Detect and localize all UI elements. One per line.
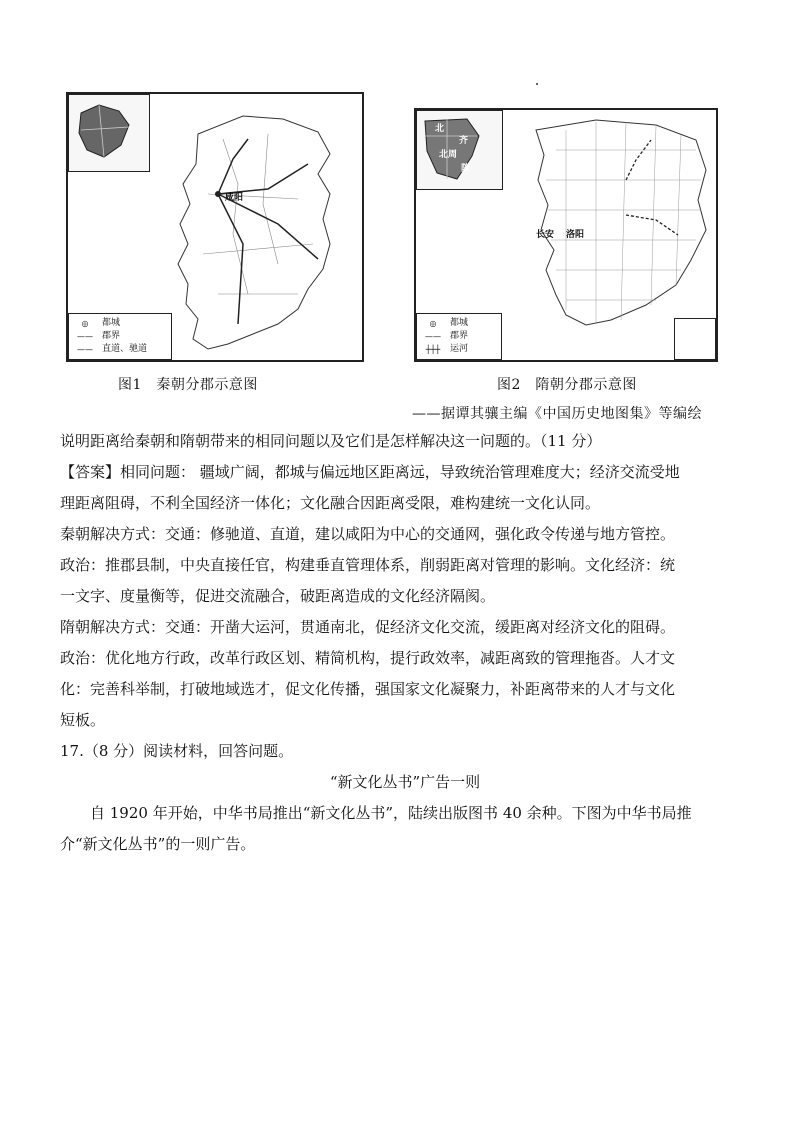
capital-dot-icon: ◎ — [81, 319, 89, 328]
qin-inset — [68, 94, 150, 172]
line-icon: —— — [77, 345, 93, 354]
qin-capital-label: 咸阳 — [225, 193, 244, 203]
text-line: 理距离阻碍，不利全国经济一体化；文化融合因距离受限，难构建统一文化认同。 — [60, 494, 601, 512]
qin-inset-map — [69, 95, 149, 171]
sui-island-inset — [674, 318, 716, 360]
text-line: 说明距离给秦朝和隋朝带来的相同问题以及它们是怎样解决这一问题的。（11 分） — [60, 432, 602, 450]
legend-row — [422, 317, 496, 330]
text-line: 化：完善科举制，打破地域选才，促文化传播，强国家文化凝聚力，补距离带来的人才与文化 — [60, 680, 676, 698]
sui-legend — [416, 313, 502, 360]
figure2-caption: 图2 隋朝分郡示意图 — [497, 377, 637, 393]
inset-label: 北 — [435, 124, 445, 134]
text-line: 自 1920 年开始，中华书局推出“新文化丛书”，陆续出版图书 40 余种。下图为中华书局推 — [90, 804, 692, 822]
inset-label: 北周 — [439, 150, 458, 160]
sui-map — [414, 108, 718, 362]
sui-inset-map — [417, 111, 502, 189]
ad-title: “新文化丛书”广告一则 — [329, 773, 481, 791]
qin-legend — [68, 313, 172, 360]
source-credit: ——据谭其骧主编《中国历史地图集》等编绘 — [412, 406, 702, 422]
sui-city-label: 洛阳 — [566, 230, 585, 240]
legend-label: 都城 — [450, 318, 469, 328]
legend-row — [422, 343, 496, 356]
sui-capital-label: 长安 — [536, 230, 555, 240]
legend-label: 郡界 — [450, 331, 469, 341]
inset-label: 陈 — [461, 164, 471, 174]
legend-label: 都城 — [102, 318, 121, 328]
answer-text — [60, 426, 750, 860]
line-icon: —— — [77, 332, 93, 341]
sui-inset — [416, 110, 503, 190]
speck — [536, 83, 538, 85]
legend-row — [74, 317, 166, 330]
legend-row — [74, 330, 166, 343]
line-icon: —— — [425, 332, 441, 341]
legend-label: 运河 — [450, 344, 469, 354]
text-line: 政治：推郡县制，中央直接任官，构建垂直管理体系，削弱距离对管理的影响。文化经济：统 — [60, 556, 676, 574]
inset-label: 齐 — [459, 136, 469, 146]
text-line: 短板。 — [60, 711, 106, 729]
text-line: 介“新文化丛书”的一则广告。 — [60, 835, 256, 853]
text-line: 一文字、度量衡等，促进交流融合，破距离造成的文化经济隔阂。 — [60, 587, 496, 605]
text-line: 秦朝解决方式：交通：修驰道、直道，建以咸阳为中心的交通网，强化政令传递与地方管控。 — [60, 525, 676, 543]
legend-label: 郡界 — [102, 331, 121, 341]
text-line: 【答案】相同问题： 疆域广阔，都城与偏远地区距离远，导致统治管理难度大；经济交流受地 — [60, 463, 680, 481]
question-heading: 17.（8 分）阅读材料，回答问题。 — [60, 742, 294, 760]
text-line: 政治：优化地方行政，改革行政区划、精简机构，提行政效率，减距离致的管理拖沓。人才文 — [60, 649, 676, 667]
legend-row — [422, 330, 496, 343]
qin-map — [66, 92, 364, 362]
legend-label: 直道、驰道 — [102, 344, 148, 354]
capital-dot-icon: ◎ — [429, 319, 437, 328]
text-line: 隋朝解决方式：交通：开凿大运河，贯通南北，促经济文化交流，缓距离对经济文化的阻碍。 — [60, 618, 676, 636]
legend-row — [74, 343, 166, 356]
canal-icon: ┼┼┼ — [425, 345, 441, 354]
figure1-caption: 图1 秦朝分郡示意图 — [118, 377, 258, 393]
